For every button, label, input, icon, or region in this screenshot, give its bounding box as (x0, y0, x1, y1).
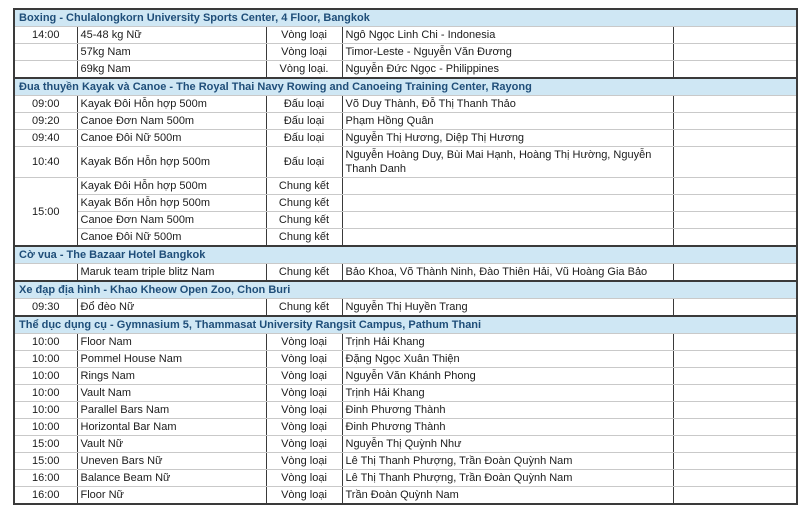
event-cell: Canoe Đôi Nữ 500m (77, 130, 266, 147)
round-cell: Đấu loại (266, 130, 342, 147)
schedule-row (14, 299, 797, 317)
time-cell: 15:00 (14, 178, 77, 247)
notes-cell (673, 212, 797, 229)
schedule-row (14, 229, 797, 247)
section-header-row (14, 9, 797, 27)
notes-cell (673, 113, 797, 130)
round-cell: Vòng loại. (266, 61, 342, 79)
time-cell: 10:00 (14, 334, 77, 351)
time-cell: 09:20 (14, 113, 77, 130)
schedule-row (14, 470, 797, 487)
section-header-title: Cờ vua - The Bazaar Hotel Bangkok (14, 246, 797, 264)
athletes-cell: Đinh Phương Thành (342, 419, 673, 436)
section-header-row (14, 281, 797, 299)
round-cell: Chung kết (266, 299, 342, 317)
round-cell: Vòng loại (266, 385, 342, 402)
event-cell: Pommel House Nam (77, 351, 266, 368)
event-cell: Canoe Đơn Nam 500m (77, 113, 266, 130)
athletes-cell (342, 178, 673, 195)
round-cell: Đấu loại (266, 96, 342, 113)
time-cell: 10:00 (14, 402, 77, 419)
athletes-cell: Nguyễn Hoàng Duy, Bùi Mai Hạnh, Hoàng Thị Hường, Nguyễn Thanh Danh (342, 147, 673, 178)
round-cell: Vòng loại (266, 470, 342, 487)
round-cell: Chung kết (266, 195, 342, 212)
schedule-row (14, 195, 797, 212)
schedule-row (14, 402, 797, 419)
round-cell: Vòng loại (266, 334, 342, 351)
athletes-cell: Nguyễn Văn Khánh Phong (342, 368, 673, 385)
notes-cell (673, 470, 797, 487)
notes-cell (673, 368, 797, 385)
schedule-row (14, 44, 797, 61)
event-cell: Kayak Bốn Hỗn hợp 500m (77, 147, 266, 178)
schedule-row (14, 487, 797, 505)
event-cell: Floor Nữ (77, 487, 266, 505)
notes-cell (673, 195, 797, 212)
section-header-row (14, 316, 797, 334)
notes-cell (673, 419, 797, 436)
section-header-title: Thể dục dụng cụ - Gymnasium 5, Thammasat University Rangsit Campus, Pathum Thani (14, 316, 797, 334)
notes-cell (673, 351, 797, 368)
schedule-row (14, 96, 797, 113)
schedule-row (14, 264, 797, 282)
event-cell: Rings Nam (77, 368, 266, 385)
athletes-cell: Bảo Khoa, Võ Thành Ninh, Đào Thiên Hải, Vũ Hoàng Gia Bảo (342, 264, 673, 282)
notes-cell (673, 96, 797, 113)
athletes-cell: Phạm Hồng Quân (342, 113, 673, 130)
time-cell: 10:00 (14, 351, 77, 368)
event-cell: Parallel Bars Nam (77, 402, 266, 419)
round-cell: Vòng loại (266, 351, 342, 368)
notes-cell (673, 61, 797, 79)
section-header-title: Xe đạp địa hình - Khao Kheow Open Zoo, Chon Buri (14, 281, 797, 299)
athletes-cell: Nguyễn Thị Huyền Trang (342, 299, 673, 317)
round-cell: Vòng loại (266, 402, 342, 419)
athletes-cell: Trịnh Hải Khang (342, 334, 673, 351)
event-cell: Horizontal Bar Nam (77, 419, 266, 436)
notes-cell (673, 229, 797, 247)
event-cell: 57kg Nam (77, 44, 266, 61)
section-header-row (14, 78, 797, 96)
notes-cell (673, 453, 797, 470)
notes-cell (673, 27, 797, 44)
round-cell: Chung kết (266, 264, 342, 282)
athletes-cell (342, 212, 673, 229)
round-cell: Đấu loại (266, 147, 342, 178)
athletes-cell (342, 195, 673, 212)
event-cell: Kayak Đôi Hỗn hợp 500m (77, 178, 266, 195)
notes-cell (673, 299, 797, 317)
athletes-cell: Lê Thị Thanh Phượng, Trần Đoàn Quỳnh Nam (342, 470, 673, 487)
event-cell: Maruk team triple blitz Nam (77, 264, 266, 282)
time-cell: 10:00 (14, 385, 77, 402)
athletes-cell: Trần Đoàn Quỳnh Nam (342, 487, 673, 505)
section-header-title: Đua thuyền Kayak và Canoe - The Royal Thai Navy Rowing and Canoeing Training Center, Rayong (14, 78, 797, 96)
time-cell: 10:00 (14, 368, 77, 385)
round-cell: Vòng loại (266, 44, 342, 61)
notes-cell (673, 264, 797, 282)
schedule-row (14, 419, 797, 436)
notes-cell (673, 402, 797, 419)
time-cell (14, 61, 77, 79)
notes-cell (673, 385, 797, 402)
schedule-row (14, 385, 797, 402)
event-cell: 69kg Nam (77, 61, 266, 79)
schedule-row (14, 453, 797, 470)
round-cell: Vòng loại (266, 436, 342, 453)
time-cell (14, 264, 77, 282)
schedule-table-body (14, 9, 797, 504)
round-cell: Vòng loại (266, 368, 342, 385)
round-cell: Đấu loại (266, 113, 342, 130)
time-cell: 09:30 (14, 299, 77, 317)
athletes-cell: Nguyễn Thị Quỳnh Như (342, 436, 673, 453)
athletes-cell: Võ Duy Thành, Đỗ Thị Thanh Thảo (342, 96, 673, 113)
time-cell: 09:40 (14, 130, 77, 147)
event-cell: Đổ đèo Nữ (77, 299, 266, 317)
notes-cell (673, 147, 797, 178)
round-cell: Chung kết (266, 212, 342, 229)
time-cell: 10:00 (14, 419, 77, 436)
schedule-row (14, 27, 797, 44)
notes-cell (673, 44, 797, 61)
event-cell: Canoe Đơn Nam 500m (77, 212, 266, 229)
event-cell: Floor Nam (77, 334, 266, 351)
schedule-table (13, 8, 798, 505)
athletes-cell: Lê Thị Thanh Phượng, Trần Đoàn Quỳnh Nam (342, 453, 673, 470)
notes-cell (673, 130, 797, 147)
athletes-cell: Nguyễn Thị Hương, Diệp Thị Hương (342, 130, 673, 147)
time-cell: 09:00 (14, 96, 77, 113)
notes-cell (673, 178, 797, 195)
athletes-cell: Trịnh Hải Khang (342, 385, 673, 402)
section-header-row (14, 246, 797, 264)
athletes-cell: Timor-Leste - Nguyễn Văn Đương (342, 44, 673, 61)
notes-cell (673, 436, 797, 453)
notes-cell (673, 487, 797, 505)
time-cell (14, 44, 77, 61)
schedule-row (14, 368, 797, 385)
round-cell: Chung kết (266, 178, 342, 195)
time-cell: 15:00 (14, 453, 77, 470)
athletes-cell: Đinh Phương Thành (342, 402, 673, 419)
time-cell: 10:40 (14, 147, 77, 178)
schedule-row (14, 212, 797, 229)
event-cell: Kayak Đôi Hỗn hợp 500m (77, 96, 266, 113)
round-cell: Vòng loại (266, 419, 342, 436)
event-cell: Balance Beam Nữ (77, 470, 266, 487)
schedule-row (14, 147, 797, 178)
time-cell: 14:00 (14, 27, 77, 44)
schedule-row (14, 113, 797, 130)
event-cell: Vault Nữ (77, 436, 266, 453)
athletes-cell: Nguyễn Đức Ngọc - Philippines (342, 61, 673, 79)
round-cell: Vòng loại (266, 27, 342, 44)
round-cell: Vòng loại (266, 487, 342, 505)
schedule-row (14, 61, 797, 79)
time-cell: 16:00 (14, 470, 77, 487)
schedule-row (14, 334, 797, 351)
section-header-title: Boxing - Chulalongkorn University Sports Center, 4 Floor, Bangkok (14, 9, 797, 27)
athletes-cell: Ngô Ngọc Linh Chi - Indonesia (342, 27, 673, 44)
time-cell: 16:00 (14, 487, 77, 505)
event-cell: Kayak Bốn Hỗn hợp 500m (77, 195, 266, 212)
event-cell: Vault Nam (77, 385, 266, 402)
schedule-row (14, 436, 797, 453)
notes-cell (673, 334, 797, 351)
round-cell: Vòng loại (266, 453, 342, 470)
athletes-cell (342, 229, 673, 247)
schedule-row (14, 351, 797, 368)
event-cell: Uneven Bars Nữ (77, 453, 266, 470)
round-cell: Chung kết (266, 229, 342, 247)
schedule-row (14, 178, 797, 195)
event-cell: Canoe Đôi Nữ 500m (77, 229, 266, 247)
event-cell: 45-48 kg Nữ (77, 27, 266, 44)
schedule-row (14, 130, 797, 147)
athletes-cell: Đặng Ngọc Xuân Thiện (342, 351, 673, 368)
time-cell: 15:00 (14, 436, 77, 453)
